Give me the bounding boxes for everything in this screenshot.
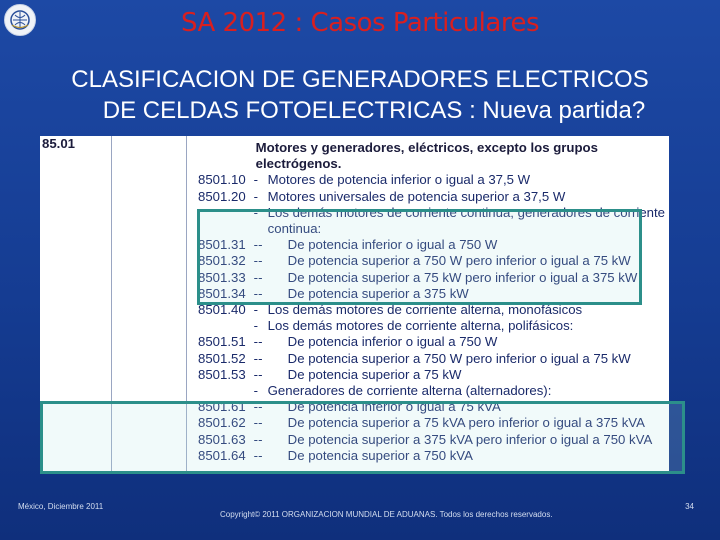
table-row (40, 383, 669, 399)
page-number: 34 (685, 502, 694, 511)
subheading-code (112, 318, 246, 334)
dash-marker: - (253, 302, 259, 318)
dash-marker: -- (253, 350, 263, 366)
subheading-code: 8501.20 (198, 188, 246, 204)
subheading-code: 8501.61 (198, 399, 246, 415)
table-row (40, 318, 669, 334)
slide-subtitle (0, 64, 720, 126)
description-text: Los demás motores de corriente alterna, monofásicos (267, 302, 583, 318)
description-text: De potencia inferior o igual a 750 W (287, 237, 498, 253)
dash-marker: - (253, 383, 259, 399)
heading-text-line-2: electrógenos. (255, 156, 342, 172)
dash-marker: -- (253, 237, 263, 253)
highlight-box-dc-generators (197, 209, 642, 305)
description-text: De potencia superior a 75 kVA pero inferior o igual a 375 kVA (287, 415, 645, 431)
description-text: Motores universales de potencia superior a 37,5 W (267, 188, 566, 204)
footer-date: México, Diciembre 2011 (18, 502, 104, 511)
heading-text-line-1: Motores y generadores, eléctricos, excepto los grupos (255, 140, 598, 155)
footer-copyright: Copyright© 2011 ORGANIZACION MUNDIAL DE ADUANAS. Todos los derechos reservados. (220, 510, 553, 519)
description-text: De potencia superior a 750 W pero inferior o igual a 75 kW (287, 253, 631, 269)
description-text: De potencia superior a 375 kW (287, 285, 469, 301)
description-text: Motores de potencia inferior o igual a 37,5 W (267, 172, 531, 188)
dash-marker: -- (253, 269, 263, 285)
description-text: De potencia superior a 375 kVA pero inferior o igual a 750 kVA (287, 431, 653, 447)
subheading-code (112, 383, 246, 399)
slide-title: SA 2012 : Casos Particulares (181, 8, 539, 38)
table-row (40, 351, 669, 367)
description-text: De potencia inferior o igual a 750 W (287, 334, 498, 350)
dash-marker: -- (253, 431, 263, 447)
description-text: Generadores de corriente alterna (alternadores): (267, 383, 552, 399)
table-row (40, 334, 669, 350)
subtitle-line-2: DE CELDAS FOTOELECTRICAS : Nueva partida? (102, 97, 646, 124)
dash-marker: -- (253, 447, 263, 463)
subheading-code: 8501.51 (198, 334, 246, 350)
dash-marker: - (253, 172, 259, 188)
subheading-code: 8501.52 (198, 350, 246, 366)
subheading-code: 8501.32 (198, 253, 246, 269)
subheading-code: 8501.53 (198, 366, 246, 382)
subheading-code: 8501.62 (198, 415, 246, 431)
description-text: Los demás motores de corriente alterna, polifásicos: (267, 318, 574, 334)
subtitle-line-1: CLASIFICACION DE GENERADORES ELECTRICOS (71, 66, 649, 93)
dash-marker: - (253, 318, 259, 334)
subheading-code: 8501.64 (198, 447, 246, 463)
dash-marker: -- (253, 399, 263, 415)
subheading-code: 8501.33 (198, 269, 246, 285)
table-row (40, 189, 669, 205)
description-text: De potencia superior a 750 W pero inferior o igual a 75 kW (287, 350, 631, 366)
dash-marker: -- (253, 415, 263, 431)
description-text: De potencia superior a 750 kVA (287, 447, 473, 463)
subheading-code: 8501.31 (198, 237, 246, 253)
dash-marker: -- (253, 334, 263, 350)
table-row (40, 172, 669, 188)
subheading-code: 8501.40 (198, 302, 246, 318)
heading-text (246, 136, 669, 172)
dash-marker: - (253, 188, 259, 204)
description-text: De potencia superior a 75 kW pero inferior o igual a 375 kW (287, 269, 638, 285)
description-text: continua: (267, 221, 322, 237)
heading-row (40, 136, 669, 172)
description-text: De potencia inferior o igual a 75 kVA (287, 399, 501, 415)
heading-code: 85.01 (42, 136, 76, 151)
description-text: De potencia superior a 75 kW (287, 366, 462, 382)
dash-marker: -- (253, 366, 263, 382)
highlight-box-ac-generators (40, 401, 685, 474)
dash-marker: -- (253, 285, 263, 301)
dash-marker: -- (253, 253, 263, 269)
subheading-code: 8501.34 (198, 285, 246, 301)
subheading-code: 8501.63 (198, 431, 246, 447)
table-row (40, 367, 669, 383)
subheading-code: 8501.10 (198, 172, 246, 188)
dash-marker: - (253, 204, 259, 220)
description-text: Los demás motores de corriente continua; generadores de corriente (267, 204, 665, 220)
